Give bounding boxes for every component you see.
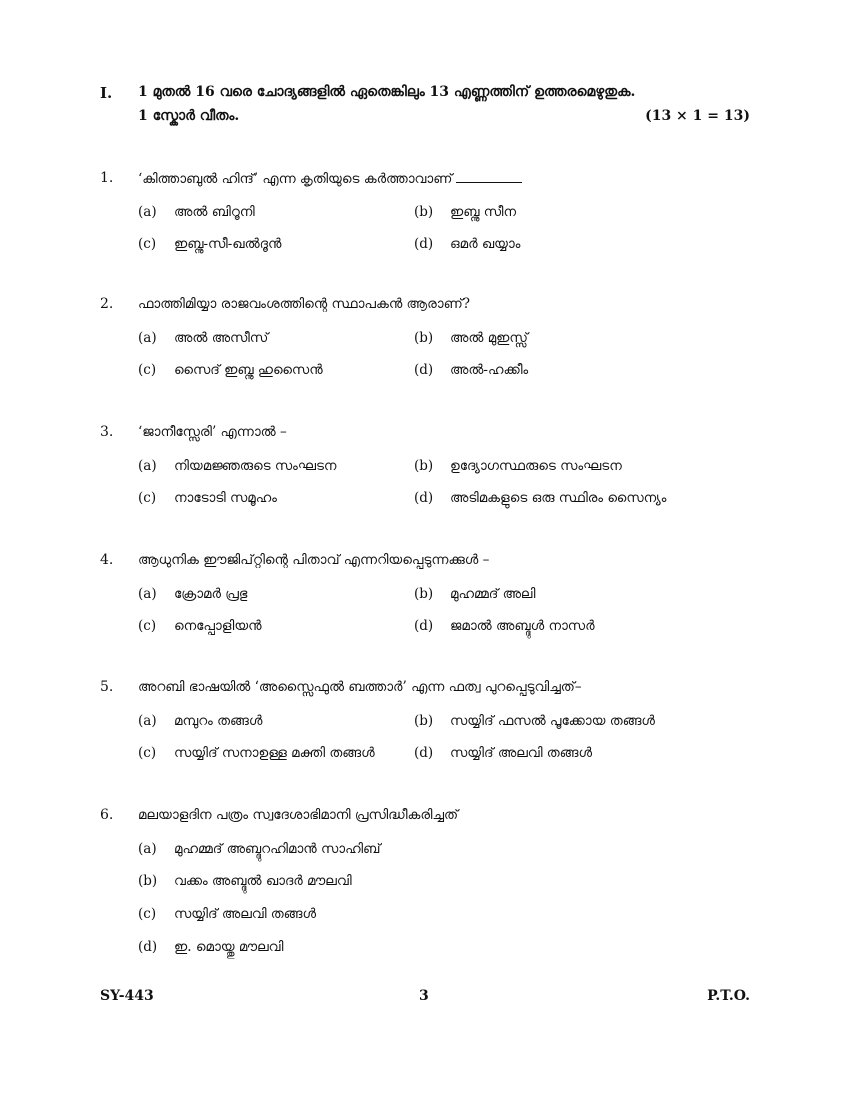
option-text: ജമാൽ അബ്ദുൾ നാസർ (450, 618, 595, 634)
question-text: ‘ജാനീസ്സേരി’ എന്നാൽ – (138, 424, 287, 440)
question-text: ഫാത്തിമിയ്യാ രാജവംശത്തിന്റെ സ്ഥാപകൻ ആരാണ്? (138, 296, 470, 312)
option-text: അൽ അസീസ് (174, 330, 269, 346)
option-letter: (c) (138, 906, 157, 922)
option-text: സയ്യിദ് അലവി തങ്ങൾ (450, 745, 593, 761)
section-instruction: 1 മുതൽ 16 വരെ ചോദ്യങ്ങളിൽ ഏതെങ്കിലും 13 എണ്ണത്തിന് ഉത്തരമെഴുതുക. (138, 84, 636, 100)
option-letter: (b) (414, 586, 434, 602)
option-text: സൈദ് ഇബ്നു ഹുസൈൻ (174, 362, 323, 378)
option-text: ഇബ്നു സീന (450, 204, 516, 220)
question-text: അറബി ഭാഷയിൽ ‘അസ്സൈഫുൽ ബത്താർ’ എന്ന ഫത്വ പുറപ്പെടുവിച്ചത്– (138, 679, 582, 695)
option-letter: (b) (414, 204, 434, 220)
option-text: അൽ ബിറൂനി (174, 204, 255, 220)
option-text: അടിമകളുടെ ഒരു സ്ഥിരം സൈന്യം (450, 490, 667, 506)
option-letter: (a) (138, 713, 157, 729)
option-letter: (d) (138, 939, 158, 955)
paper-code: SY-443 (100, 988, 154, 1004)
option-letter: (a) (138, 841, 157, 857)
option-text: അൽ മുഇസ്സ് (450, 330, 528, 346)
option-letter: (c) (138, 490, 157, 506)
option-letter: (a) (138, 458, 157, 474)
option-text: ക്രോമർ പ്രഭു (174, 586, 248, 602)
option-letter: (b) (414, 713, 434, 729)
option-letter: (d) (414, 236, 434, 252)
option-text: ഉദ്യോഗസ്ഥരുടെ സംഘടന (450, 458, 622, 474)
option-text: മുഹമ്മദ് അലി (450, 586, 536, 602)
option-text: ഒമർ ഖയ്യാം (450, 236, 521, 252)
option-text: സയ്യിദ് അലവി തങ്ങൾ (174, 906, 317, 922)
option-letter: (c) (138, 745, 157, 761)
option-text: നെപ്പോളിയൻ (174, 618, 262, 634)
answer-blank (456, 170, 522, 183)
option-letter: (b) (138, 873, 158, 889)
option-text: നിയമജ്ഞരുടെ സംഘടന (174, 458, 337, 474)
option-text: ഇ. മൊയ്തു മൗലവി (174, 939, 284, 955)
question-text: മലയാളദിന പത്രം സ്വദേശാഭിമാനി പ്രസിദ്ധീകരിച്ചത് (138, 807, 459, 823)
option-letter: (c) (138, 618, 157, 634)
question-number: 4. (100, 552, 114, 568)
section-number: I. (100, 84, 113, 102)
page-number: 3 (419, 988, 429, 1004)
section-marks: (13 × 1 = 13) (645, 108, 750, 124)
question-number: 2. (100, 296, 114, 312)
option-text: മമ്പുറം തങ്ങൾ (174, 713, 263, 729)
option-text: വക്കം അബ്ദുൽ ഖാദർ മൗലവി (174, 873, 352, 889)
option-text: അൽ-ഹക്കീം (450, 362, 529, 378)
option-text: മുഹമ്മദ് അബ്ദുറഹിമാൻ സാഹിബ് (174, 841, 381, 857)
question-text: ആധുനിക ഈജിപ്റ്റിന്റെ പിതാവ് എന്നറിയപ്പെടുന്നക്കുൾ – (138, 552, 490, 568)
option-text: നാടോടി സമൂഹം (174, 490, 277, 506)
option-letter: (b) (414, 330, 434, 346)
option-letter: (c) (138, 362, 157, 378)
option-letter: (a) (138, 204, 157, 220)
question-number: 3. (100, 424, 114, 440)
question-text-content: ‘കിത്താബുൽ ഹിന്ദ്’ എന്ന കൃതിയുടെ കർത്താവാണ് (138, 171, 453, 187)
question-number: 6. (100, 807, 114, 823)
option-letter: (b) (414, 458, 434, 474)
option-letter: (d) (414, 362, 434, 378)
question-number: 1. (100, 170, 114, 186)
option-letter: (d) (414, 618, 434, 634)
option-text: ഇബ്നു-സീ-ഖൽദൂൻ (174, 236, 282, 252)
option-text: സയ്യിദ് സനാഉള്ള മക്തി തങ്ങൾ (174, 745, 375, 761)
please-turn-over: P.T.O. (707, 988, 750, 1004)
option-letter: (d) (414, 490, 434, 506)
option-letter: (c) (138, 236, 157, 252)
option-letter: (a) (138, 330, 157, 346)
option-letter: (d) (414, 745, 434, 761)
option-text: സയ്യിദ് ഫസൽ പൂക്കോയ തങ്ങൾ (450, 713, 655, 729)
question-text (138, 170, 522, 187)
option-letter: (a) (138, 586, 157, 602)
section-score-note: 1 സ്കോർ വീതം. (138, 108, 240, 124)
question-number: 5. (100, 679, 114, 695)
